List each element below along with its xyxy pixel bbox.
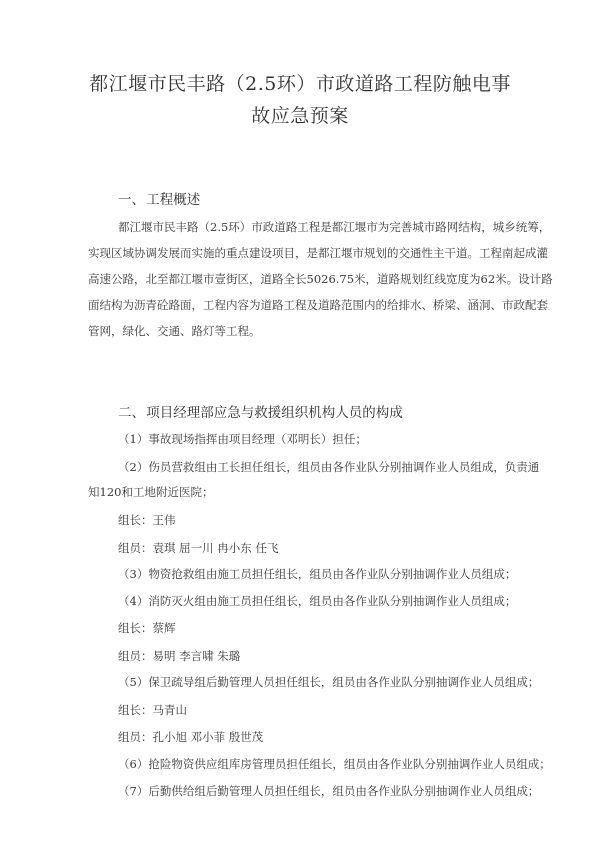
document-title-line-2: 故应急预案 [251,105,349,127]
section-1-line: 面结构为沥青砼路面，工程内容为道路工程及道路范围内的给排水、桥梁、涵洞、市政配套 [88,298,548,312]
org-list-item: （7）后勤供给组后勤管理人员担任组长，组员由各作业队分别抽调作业人员组成； [118,784,540,798]
section-1-line: 高速公路，北至都江堰市壹街区，道路全长5026.75米，道路规划红线宽度为62米。设计路 [88,272,553,286]
org-list-item: （2）伤员营救组由工长担任组长，组员由各作业队分别抽调作业人员组成，负责通 [118,460,540,474]
document-title-line-1: 都江堰市民丰路（2.5环）市政道路工程防触电事 [89,73,511,95]
section-1-number: 一、 [118,192,145,208]
section-1-heading [118,188,200,208]
org-list-item: 组长：蔡辉 [118,621,176,635]
section-1-title: 工程概述 [146,192,201,208]
section-1-line: 实现区域协调发展而实施的重点建设项目，是都江堰市规划的交通性主干道。工程南起成灌 [88,246,548,260]
org-list-item: 组员：袁琪 屈一川 冉小东 任飞 [118,541,279,555]
org-list-item: （4）消防灭火组由施工员担任组长，组员由各作业队分别抽调作业人员组成； [118,594,517,608]
section-1-line: 管网，绿化、交通、路灯等工程。 [88,324,261,338]
org-list-item: （6）抢险物资供应组库房管理员担任组长，组员由各作业队分别抽调作业人员组成； [118,757,551,771]
org-list-item: 组长：王伟 [118,513,176,527]
org-list-item: 组员：易明 李言啸 朱璐 [118,649,241,663]
section-2-number: 二、 [118,405,145,421]
section-1-line: 都江堰市民丰路（2.5环）市政道路工程是都江堰市为完善城市路网结构，城乡统筹， [118,220,551,234]
section-2-title: 项目经理部应急与救援组织机构人员的构成 [146,405,403,421]
org-list-item: （1）事故现场指挥由项目经理（邓明长）担任； [118,432,367,446]
section-2-heading [118,401,403,421]
org-list-item: （5）保卫疏导组后勤管理人员担任组长，组员由各作业队分别抽调作业人员组成； [118,675,540,689]
org-list-item: （3）物资抢救组由施工员担任组长，组员由各作业队分别抽调作业人员组成； [118,567,517,581]
org-list-item: 知120和工地附近医院； [88,485,214,499]
org-list-item: 组长：马青山 [118,703,187,717]
org-list-item: 组员：孔小旭 邓小菲 殷世茂 [118,730,264,744]
